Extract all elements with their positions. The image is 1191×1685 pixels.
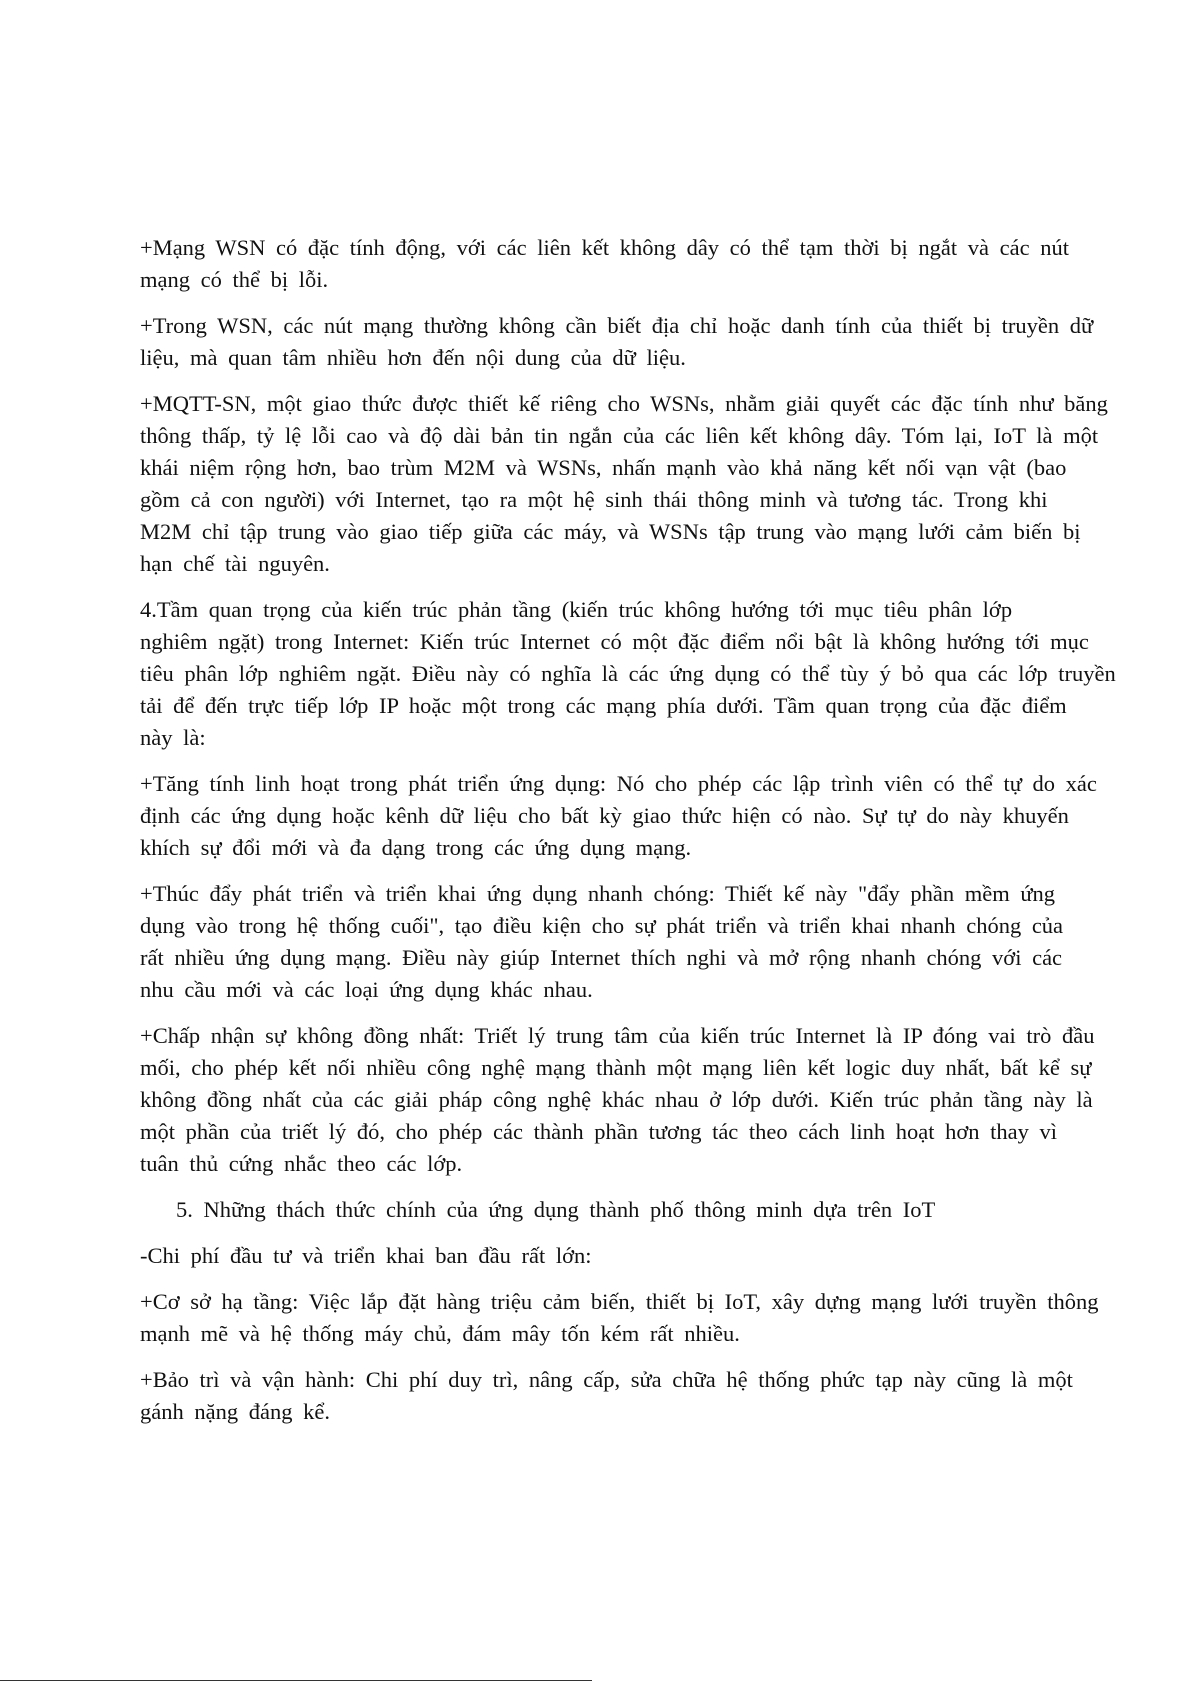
text-line: mạng có thể bị lỗi. [140,267,329,292]
text-line: +MQTT-SN, một giao thức được thiết kế riêng cho WSNs, nhằm giải quyết các đặc tính như băng [140,391,1108,416]
paragraph-heterogeneity [140,1020,1170,1180]
paragraph-section-4 [140,594,1170,754]
text-line: 4.Tầm quan trọng của kiến trúc phản tầng (kiến trúc không hướng tới mục tiêu phân lớp [140,597,1013,622]
text-line: M2M chỉ tập trung vào giao tiếp giữa các máy, và WSNs tập trung vào mạng lưới cảm biến bị [140,519,1081,544]
text-line: rất nhiều ứng dụng mạng. Điều này giúp Internet thích nghi và mở rộng nhanh chóng với các [140,945,1063,970]
text-line: 5. Những thách thức chính của ứng dụng thành phố thông minh dựa trên IoT [176,1197,936,1222]
text-line: một phần của triết lý đó, cho phép các thành phần tương tác theo cách linh hoạt hơn thay vì [140,1119,1057,1144]
text-line: hạn chế tài nguyên. [140,551,330,576]
paragraph-rapid-deployment [140,878,1170,1006]
text-line: mối, cho phép kết nối nhiều công nghệ mạng thành một mạng liên kết logic duy nhất, bất kể sự [140,1055,1092,1080]
text-line: +Tăng tính linh hoạt trong phát triển ứng dụng: Nó cho phép các lập trình viên có thể tự do xác [140,771,1097,796]
paragraph-mqtt-sn [140,388,1170,580]
paragraph-investment-cost [140,1240,1170,1272]
text-line: thông thấp, tỷ lệ lỗi cao và độ dài bản tin ngắn của các liên kết không dây. Tóm lại, IoT là một [140,423,1099,448]
text-line: tiêu phân lớp nghiêm ngặt. Điều này có nghĩa là các ứng dụng có thể tùy ý bỏ qua các lớp truyền [140,661,1116,686]
text-line: +Trong WSN, các nút mạng thường không cần biết địa chỉ hoặc danh tính của thiết bị truyền dữ [140,313,1094,338]
paragraph-wsn-data-centric [140,310,1170,374]
text-line: không đồng nhất của các giải pháp công nghệ khác nhau ở lớp dưới. Kiến trúc phản tầng này là [140,1087,1093,1112]
text-line: +Mạng WSN có đặc tính động, với các liên kết không dây có thể tạm thời bị ngắt và các nút [140,235,1069,260]
text-line: -Chi phí đầu tư và triển khai ban đầu rất lớn: [140,1243,592,1268]
paragraph-flexibility [140,768,1170,864]
text-line: nhu cầu mới và các loại ứng dụng khác nhau. [140,977,593,1002]
text-line: tải để đến trực tiếp lớp IP hoặc một trong các mạng phía dưới. Tầm quan trọng của đặc điểm [140,693,1067,718]
text-line: +Bảo trì và vận hành: Chi phí duy trì, nâng cấp, sửa chữa hệ thống phức tạp này cũng là một [140,1367,1073,1392]
body-text [140,232,1170,1442]
text-line: gánh nặng đáng kể. [140,1399,330,1424]
paragraph-maintenance [140,1364,1170,1428]
paragraph-infrastructure [140,1286,1170,1350]
text-line: dụng vào trong hệ thống cuối", tạo điều kiện cho sự phát triển và triển khai nhanh chóng của [140,913,1064,938]
text-line: khích sự đổi mới và đa dạng trong các ứng dụng mạng. [140,835,692,860]
text-line: +Chấp nhận sự không đồng nhất: Triết lý trung tâm của kiến trúc Internet là IP đóng vai trò đầu [140,1023,1095,1048]
text-line: +Thúc đẩy phát triển và triển khai ứng dụng nhanh chóng: Thiết kế này "đẩy phần mềm ứng [140,881,1056,906]
text-line: +Cơ sở hạ tầng: Việc lắp đặt hàng triệu cảm biến, thiết bị IoT, xây dựng mạng lưới truyền thông [140,1289,1099,1314]
text-line: khái niệm rộng hơn, bao trùm M2M và WSNs, nhấn mạnh vào khả năng kết nối vạn vật (bao [140,455,1067,480]
text-line: nghiêm ngặt) trong Internet: Kiến trúc Internet có một đặc điểm nổi bật là không hướng tới mục [140,629,1089,654]
text-line: tuân thủ cứng nhắc theo các lớp. [140,1151,463,1176]
text-line: này là: [140,725,206,750]
footnote-separator-line [0,1680,592,1681]
text-line: liệu, mà quan tâm nhiều hơn đến nội dung của dữ liệu. [140,345,686,370]
text-line: định các ứng dụng hoặc kênh dữ liệu cho bất kỳ giao thức hiện có nào. Sự tự do này khuyến [140,803,1069,828]
paragraph-wsn-dynamic [140,232,1170,296]
section-5-heading [140,1194,1170,1226]
text-line: gồm cả con người) với Internet, tạo ra một hệ sinh thái thông minh và tương tác. Trong khi [140,487,1048,512]
text-line: mạnh mẽ và hệ thống máy chủ, đám mây tốn kém rất nhiều. [140,1321,740,1346]
